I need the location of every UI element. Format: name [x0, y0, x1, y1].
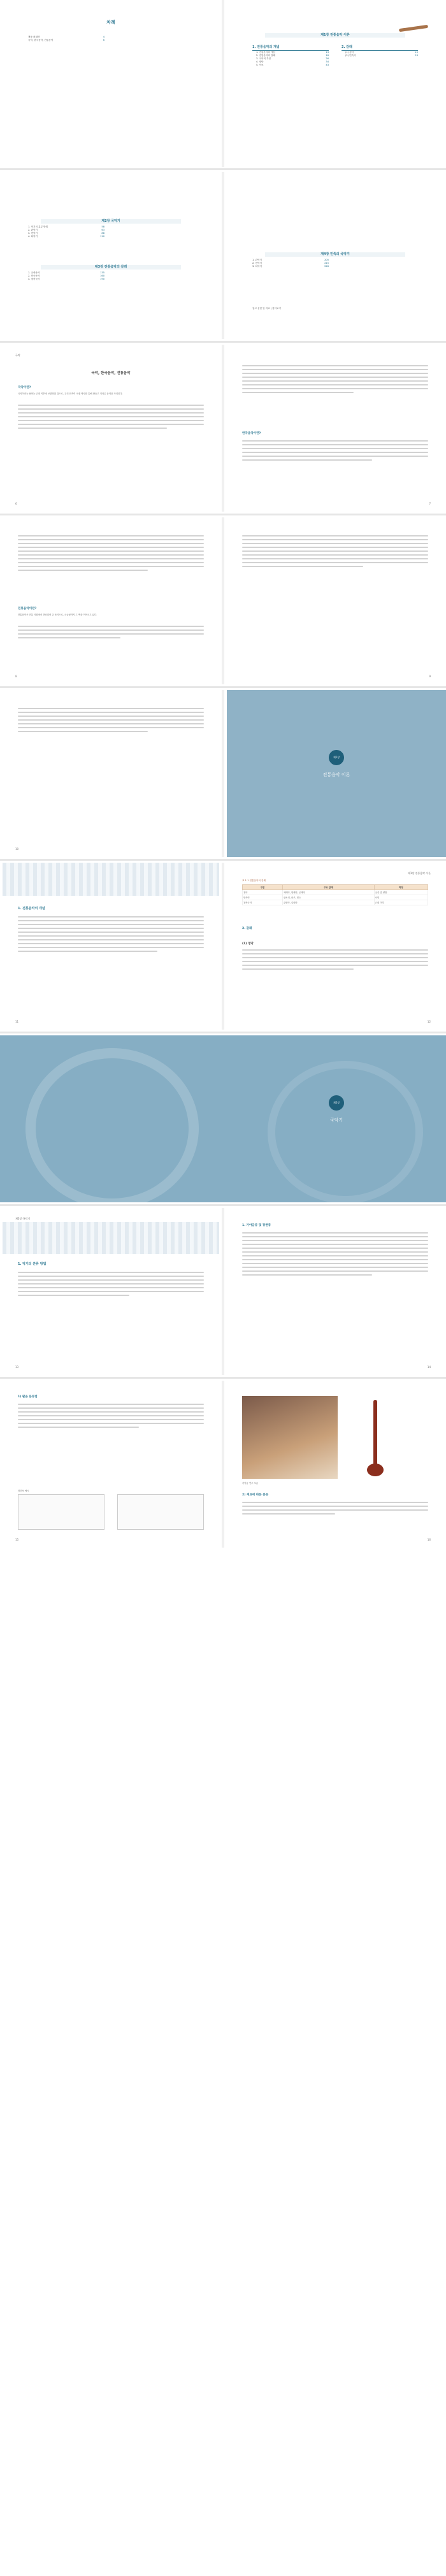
- spread-separator: [0, 1032, 446, 1033]
- chapter1-opener-spread: [0, 690, 446, 857]
- toc-line: 4. 장단 34: [256, 61, 329, 63]
- text-placeholder: [18, 705, 204, 735]
- text-placeholder: [242, 438, 428, 463]
- spread-separator: [0, 514, 446, 515]
- toc-line: 국악, 한국음악, 전통음악 6: [28, 39, 104, 41]
- page-number: 11: [15, 1020, 19, 1023]
- gutter: [222, 863, 224, 1030]
- toc-chapter1-banner: 제1장 전통음악 이론: [265, 33, 405, 38]
- preface-spread: [0, 345, 446, 512]
- chapter1-content-spread: [0, 863, 446, 1030]
- toc-line: 4. 타악기 110: [28, 235, 104, 238]
- toc-line: 2. 현악기 215: [252, 262, 329, 264]
- toc-chapter2-banner: 제2장 국악기: [41, 219, 181, 224]
- spread-separator: [0, 341, 446, 343]
- preface-paragraph-1: 국악이라는 용어는 근대 이후에 보편화된 것으로, 우리 민족이 오랜 역사를 통해 만들고 지켜온 음악을 가리킨다.: [18, 392, 123, 395]
- toc-chapter1-list: [252, 41, 329, 67]
- toc-line: 3. 타악기 228: [252, 265, 329, 268]
- gutter: [222, 1381, 224, 1548]
- toc-title: 차례: [106, 20, 115, 25]
- gutter: [222, 1208, 224, 1375]
- text-placeholder: [18, 1401, 204, 1430]
- notation-figure-2: [117, 1494, 204, 1530]
- toc-page-right: [227, 0, 443, 167]
- toc-preface-block: [28, 36, 104, 42]
- chapter2-page-left-2: [3, 1381, 219, 1548]
- section-title: 1. 악기의 분류 방법: [18, 1262, 47, 1266]
- toc-page-right-2: [227, 172, 443, 339]
- toc-line: 3. 현악기 88: [28, 232, 104, 234]
- running-head: 제1장 전통음악 이론: [408, 872, 431, 875]
- table-header: 특징: [374, 885, 428, 890]
- text-placeholder: [18, 1269, 204, 1299]
- chapter1-page-left: [3, 863, 219, 1030]
- preface-page-right-2: [227, 517, 443, 684]
- chapter2-page-right: [227, 1208, 443, 1375]
- toc-page-left-2: [3, 172, 219, 339]
- toc-chapter4-banner: 제4장 민족의 국악기: [265, 252, 405, 257]
- toc-chapter4-list: [252, 259, 329, 268]
- table-row: 정악 제례악, 연례악, 군례악 궁중 및 양반: [243, 890, 428, 895]
- page-number: 10: [15, 847, 19, 851]
- chapter2-instruments-spread: [0, 1381, 446, 1548]
- toc-line: 5. 악보 43: [256, 64, 329, 66]
- text-placeholder: [18, 623, 204, 641]
- toc-spread-2: [0, 172, 446, 339]
- page-number: 13: [15, 1365, 19, 1369]
- toc-line: 1. 관악기 205: [252, 259, 329, 261]
- chapter1-title: 전통음악 이론: [322, 772, 350, 777]
- preface-page-left-2: [3, 517, 219, 684]
- page-number: 12: [427, 1020, 431, 1023]
- toc-line: 3. 국악의 특징 26: [256, 57, 329, 60]
- subsection-title: 2) 재료에 따른 분류: [242, 1493, 269, 1497]
- toc-chapter3-banner: 제3장 전통음악의 갈래: [41, 265, 181, 270]
- toc-line: (2) 민속악 23: [345, 54, 418, 57]
- page-number: 15: [15, 1538, 19, 1541]
- gutter: [222, 345, 224, 512]
- preface-question-1: 국악이란?: [18, 386, 31, 389]
- toc-line: 3. 창작국악 190: [28, 278, 104, 280]
- toc-spread-1: [0, 0, 446, 167]
- table-row: 민속악 판소리, 산조, 민요 서민: [243, 895, 428, 900]
- spread-separator: [0, 859, 446, 861]
- toc-line: 1. 악기의 분류 방법 58: [28, 226, 104, 228]
- gutter: [222, 172, 224, 339]
- ornament-band: [3, 863, 219, 896]
- section-title: 1. 가야금류 및 장현류: [242, 1224, 271, 1227]
- subsection-title: (1) 정악: [242, 942, 254, 946]
- page-number: 6: [15, 502, 17, 505]
- text-placeholder: [18, 914, 204, 954]
- notation-caption: 정간보 예시: [18, 1490, 29, 1492]
- genre-table: [242, 884, 428, 905]
- spread-separator: [0, 1377, 446, 1379]
- section-title: 1. 전통음악의 개념: [18, 907, 45, 910]
- gutter: [222, 0, 224, 167]
- cover-swirl-pattern: [25, 1048, 199, 1209]
- preface-paragraph-2: 전통음악은 전통 사회에서 전승되어 온 음악으로, 오늘날까지 그 맥을 이어오고 있다.: [18, 614, 97, 616]
- table-row: 창작국악 관현악, 실내악 근대 이후: [243, 900, 428, 905]
- toc-page-left: [3, 0, 219, 167]
- table-header: 구분: [243, 885, 283, 890]
- toc-chapter1-list-2: [342, 41, 418, 57]
- preface-page-left: [3, 345, 219, 512]
- page-number: 7: [429, 502, 431, 505]
- toc-head: 1. 전통음악의 개념: [252, 43, 329, 51]
- chapter2-page-right-2: [227, 1381, 443, 1548]
- toc-line: 1. 전통음악의 개념 13: [256, 51, 329, 54]
- chapter2-content-spread: [0, 1208, 446, 1375]
- running-head: 국악: [15, 354, 20, 357]
- preface-title: 국악, 한국음악, 전통음악: [91, 371, 131, 375]
- toc-line: 2. 전통음악의 갈래 18: [256, 54, 329, 57]
- haegeum-body: [367, 1464, 384, 1476]
- text-placeholder: [18, 533, 204, 573]
- spread-separator: [0, 1204, 446, 1206]
- notation-figure-1: [18, 1494, 104, 1530]
- chapter2-page-left: [3, 1208, 219, 1375]
- toc-chapter2-list: [28, 226, 104, 238]
- chapter1-badge: 제1장: [329, 750, 344, 765]
- ornament-band: [3, 1222, 219, 1254]
- spread-separator: [0, 168, 446, 170]
- text-placeholder: [242, 363, 428, 396]
- gutter: [222, 517, 224, 684]
- toc-chapter3-list: [28, 271, 104, 281]
- page-background: [0, 1550, 446, 2576]
- cover-swirl-pattern: [268, 1061, 423, 1204]
- toc-line: 1. 궁중음악 135: [28, 271, 104, 274]
- preface-question-3: 한국음악이란?: [242, 432, 261, 435]
- preface-spread-2: [0, 517, 446, 684]
- gutter: [222, 690, 224, 857]
- toc-line: 2. 민속음악 160: [28, 275, 104, 277]
- chapter1-intro-page: [3, 690, 219, 857]
- running-head: 제2장 국악기: [15, 1217, 31, 1220]
- toc-head: 2. 갈래: [342, 43, 418, 51]
- photo-caption: 가야금 연주 모습: [242, 1482, 259, 1485]
- toc-footer-note: 참고 문헌 및 자료 | 찾아보기: [252, 307, 282, 310]
- table-caption: 표 1-1 전통음악의 갈래: [242, 879, 266, 882]
- chapter1-page-right: [227, 863, 443, 1030]
- chapter2-opener-spread: [0, 1035, 446, 1202]
- instrument-illustration: [399, 25, 428, 32]
- text-placeholder: [242, 1499, 428, 1517]
- chapter2-title: 국악기: [329, 1118, 343, 1123]
- spread-separator: [0, 686, 446, 688]
- text-placeholder: [18, 402, 204, 431]
- toc-line: 2. 관악기 63: [28, 229, 104, 231]
- table-header: 주요 갈래: [282, 885, 374, 890]
- page-number: 9: [429, 675, 431, 678]
- preface-question-2: 전통음악이란?: [18, 607, 37, 610]
- chapter2-badge: 제2장: [329, 1095, 344, 1111]
- preface-page-right: [227, 345, 443, 512]
- text-placeholder: [242, 947, 428, 972]
- toc-line: 책을 펴내며 4: [28, 36, 104, 38]
- page-number: 14: [427, 1365, 431, 1369]
- text-placeholder: [242, 533, 428, 570]
- text-placeholder: [242, 1230, 428, 1278]
- section-title: 2. 갈래: [242, 927, 252, 930]
- page-number: 8: [15, 675, 17, 678]
- gayageum-photo: [242, 1396, 338, 1479]
- page-number: 16: [427, 1538, 431, 1541]
- subsection-title: 1) 팔음 분류법: [18, 1395, 38, 1399]
- toc-line: (1) 정악 20: [345, 51, 418, 54]
